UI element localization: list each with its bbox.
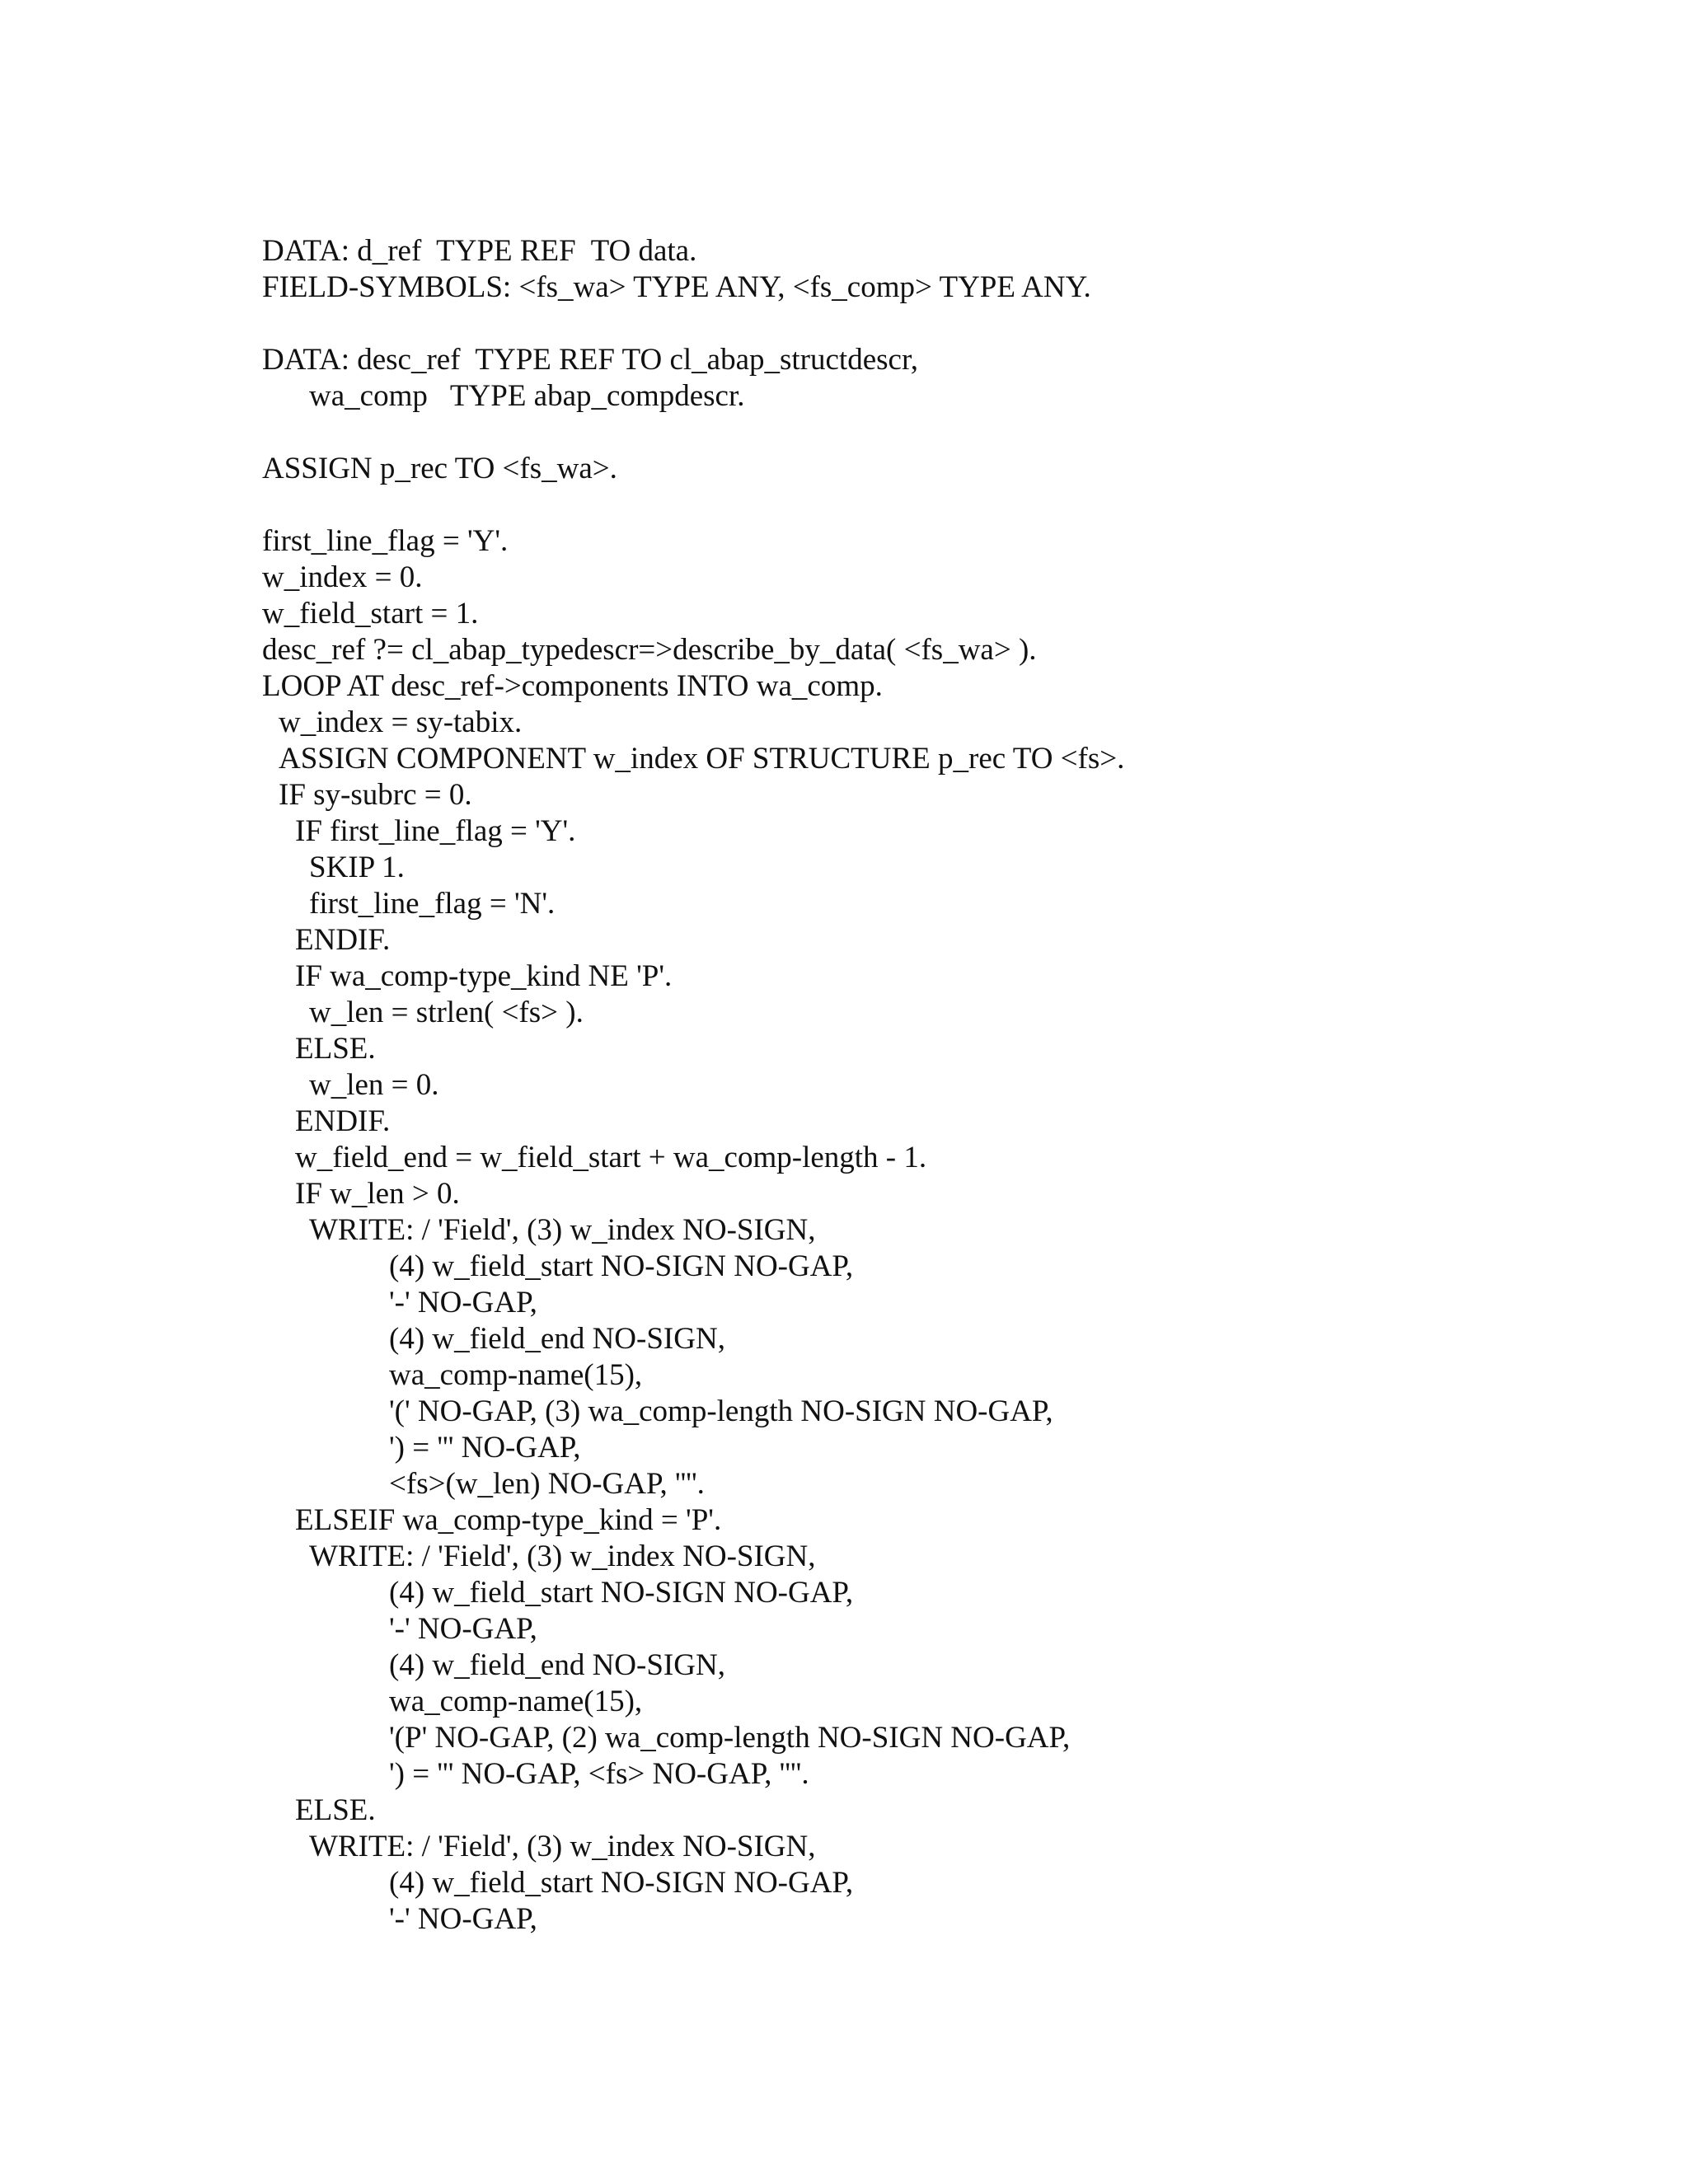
code-line: FIELD-SYMBOLS: <fs_wa> TYPE ANY, <fs_comp> TYPE ANY. xyxy=(262,270,1091,304)
code-line: (4) w_field_start NO-SIGN NO-GAP, xyxy=(389,1866,854,1900)
code-line: wa_comp-name(15), xyxy=(389,1685,643,1718)
code-line: w_field_start = 1. xyxy=(262,597,479,630)
code-line: ENDIF. xyxy=(295,1104,391,1138)
code-line: LOOP AT desc_ref->components INTO wa_comp. xyxy=(262,669,883,703)
blank-line xyxy=(262,415,1581,451)
code-line: ') = ''' NO-GAP, <fs> NO-GAP, ''''. xyxy=(389,1757,809,1791)
code-line: wa_comp-name(15), xyxy=(389,1358,643,1392)
abap-code-listing xyxy=(262,233,1581,1938)
code-line: ASSIGN COMPONENT w_index OF STRUCTURE p_rec TO <fs>. xyxy=(279,742,1125,776)
code-line: w_len = strlen( <fs> ). xyxy=(309,996,584,1029)
code-line: IF sy-subrc = 0. xyxy=(279,778,472,812)
code-line: WRITE: / 'Field', (3) w_index NO-SIGN, xyxy=(309,1213,816,1247)
code-line: first_line_flag = 'Y'. xyxy=(262,524,509,558)
code-line: IF first_line_flag = 'Y'. xyxy=(295,814,576,848)
code-line: first_line_flag = 'N'. xyxy=(309,887,556,921)
code-line: ELSEIF wa_comp-type_kind = 'P'. xyxy=(295,1503,722,1537)
code-line: ELSE. xyxy=(295,1032,376,1066)
code-line: w_field_end = w_field_start + wa_comp-length - 1. xyxy=(295,1141,927,1174)
code-line: '-' NO-GAP, xyxy=(389,1902,537,1936)
code-line: ASSIGN p_rec TO <fs_wa>. xyxy=(262,452,617,485)
code-line: w_index = 0. xyxy=(262,560,423,594)
blank-line xyxy=(262,487,1581,523)
code-line: '(P' NO-GAP, (2) wa_comp-length NO-SIGN NO-GAP, xyxy=(389,1721,1071,1755)
code-line: (4) w_field_end NO-SIGN, xyxy=(389,1322,725,1356)
code-line: w_index = sy-tabix. xyxy=(279,705,523,739)
code-line: (4) w_field_end NO-SIGN, xyxy=(389,1648,725,1682)
code-line: <fs>(w_len) NO-GAP, ''''. xyxy=(389,1467,705,1501)
code-line: '-' NO-GAP, xyxy=(389,1286,537,1319)
code-line: SKIP 1. xyxy=(309,851,405,884)
code-line: '-' NO-GAP, xyxy=(389,1612,537,1646)
code-line: DATA: desc_ref TYPE REF TO cl_abap_structdescr, xyxy=(262,343,919,377)
code-line: WRITE: / 'Field', (3) w_index NO-SIGN, xyxy=(309,1830,816,1863)
code-line: DATA: d_ref TYPE REF TO data. xyxy=(262,234,697,268)
code-line: ELSE. xyxy=(295,1793,376,1827)
code-line: '(' NO-GAP, (3) wa_comp-length NO-SIGN NO-GAP, xyxy=(389,1394,1053,1428)
code-line: IF w_len > 0. xyxy=(295,1177,460,1211)
code-line: WRITE: / 'Field', (3) w_index NO-SIGN, xyxy=(309,1540,816,1573)
code-line: (4) w_field_start NO-SIGN NO-GAP, xyxy=(389,1576,854,1610)
code-line: w_len = 0. xyxy=(309,1068,439,1102)
code-line: ') = ''' NO-GAP, xyxy=(389,1431,581,1465)
code-line: wa_comp TYPE abap_compdescr. xyxy=(309,379,745,413)
code-line: desc_ref ?= cl_abap_typedescr=>describe_by_data( <fs_wa> ). xyxy=(262,633,1037,667)
code-line: (4) w_field_start NO-SIGN NO-GAP, xyxy=(389,1249,854,1283)
code-line: IF wa_comp-type_kind NE 'P'. xyxy=(295,959,673,993)
blank-line xyxy=(262,306,1581,342)
code-line: ENDIF. xyxy=(295,923,391,957)
